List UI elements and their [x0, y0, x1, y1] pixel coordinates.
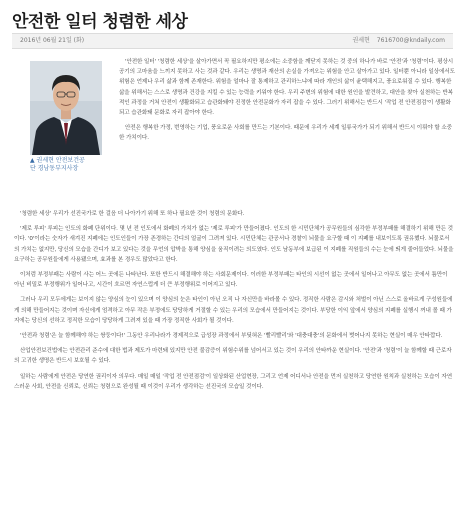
article-body-full [14, 209, 454, 392]
author-photo [30, 61, 102, 155]
photo-caption [30, 157, 114, 173]
caption-line-1: ▲ 권세현 안전보건공 [30, 157, 85, 164]
article-title: 안전한 일터 청렴한 세상 [12, 12, 188, 32]
paragraph: 일하는 사람에게 안전은 당연한 권리이자 의무다. 매일 매일 '작업 전 안전점검'이 일상화된 산업현장, 그리고 언제 어디서나 안전을 먼저 실천하고 당연한 원칙과 실천하는 모습이 자연스러운 사회, 안전을 신뢰로, 신뢰는 청렴으로 완성될 때 이것이 우리가 생각하는 선진국의 모습일 것이다. [14, 373, 452, 390]
paragraph: '안전한 일터' '청렴한 세상'을 살아가면서 꼭 필요하지만 평소에는 소중함을 깨닫지 못하는 것 중의 하나가 바로 '안전'과 '청렴'이다. 평상시 공기의 고마움을 느끼지 못하고 사는 것과 같다. 우리는 생명과 재산의 손실을 가져오는 위험을 안고 살아가고 있다. 일터뿐 아니라 일상에서도 위험은 언제나 우리 삶과 함께 존재한다. 위험을 얼마나 잘 통제하고 관리하느냐에 따라 개인의 삶이 윤택해지고, 풍요로워질 수 있다. 행복한 삶을 위해서는 스스로 생명과 건강을 지킬 수 있는 능력을 키워야 한다. 우리 주변의 위험에 대한 원인을 발견하고, 대안을 찾아 실천하는 반복적인 과정을 거쳐 안전이 생활화되고 습관화돼야 진정한 안전문화가 자리 잡을 수 있다. 그러기 위해서는 반드시 '작업 전 안전점검'이 생활화되고 습관화돼 문화로 자리 잡아야 한다. [119, 59, 455, 117]
article-meta-bar [12, 33, 453, 49]
caption-line-2: 단 경남동부지사장 [30, 165, 79, 172]
paragraph: 안전은 행복한 가정, 번영하는 기업, 풍요로운 사회를 만드는 기본이다. 때문에 우리가 세계 일류국가가 되기 위해서 반드시 이뤄야 할 소중한 가치이다. [119, 125, 452, 142]
article-body-side [119, 57, 455, 144]
paragraph: 그러나 우리 모두에게는 보이지 않는 양심의 눈이 있으며 이 양심의 눈은 타인이 아닌 오직 나 자신만을 바라볼 수 있다. 정직한 사람은 감시와 처벌이 아닌 스스로 올바르게 구성원들에게 의해 만들어지는 것이며 자신에게 엄격하고 아무 작은 부정에도 당당하게 거절할 수 있는 우리의 모습에서 만들어지는 것이다. 부당한 이익 앞에서 양심의 지폐를 실행시 꺼내 볼 때 가지에는 당신의 선하고 정직한 모습이 당당하게 그려져 있을 때 가장 정직한 사회가 될 것이다. [14, 297, 453, 324]
paragraph: 이처럼 부정부패는 사람이 사는 어느 곳에든 나타난다. 또한 반드시 해결해야 하는 사회문제이다. 이러한 부정부패는 타인의 시선이 없는 곳에서 일어나고 아무도 없는 곳에서 틈만이 아닌 비밀로 부정행위가 일어나고, 시간이 흐르면 자연스럽게 더 큰 부정행위로 이어지고 있다. [14, 272, 448, 289]
paragraph: 산업안전보건법에는 안전관리 준수에 대한 법과 제도가 마련돼 있지만 안전 불감증이 위험수위를 넘어서고 있는 것이 우리의 안타까운 현실이다. '안전'과 '청렴'이 늘 함께할 때 근로자의 고귀한 생명은 반드시 보호될 수 있다. [14, 348, 452, 365]
publish-date: 2016년 06월 21일 (화) [20, 37, 85, 44]
portrait-image [30, 61, 102, 155]
paragraph: '제로 루피' 루피는 인도의 화폐 단위이다. 몇 년 전 인도에서 화폐의 가치가 없는 '제로 루피'가 만들어졌다. 인도의 한 시민단체가 공무원들의 심각한 부정부패를 해결하기 위해 만든 것이다. '0'이라는 숫자가 새겨진 지폐에는 인도인들이 가장 존경하는 간디의 얼굴이 그려져 있다. 시민단체는 관공서나 경찰이 뇌물을 요구할 때 이 지폐를 내보이도록 권유했다. 뇌물로서의 가치는 없지만, 당신의 모습을 간디가 보고 있다는 것을 무언의 압박을 통해 양심을 움직이려는 의도였다. 인도 남동부에 보급된 이 지폐를 직원들의 수는 눈에 띄게 줄어들었다. 뇌물을 요구하는 공무원들에게 사용됐으며, 효과를 본 경우도 많았다고 한다. [14, 226, 454, 263]
author-info [347, 34, 445, 48]
author-email[interactable]: 7616700@kndaily.com [376, 37, 445, 44]
paragraph: '안전과 청렴'은 늘 함께해야 하는 쌍둥이다!' 그동안 우리나라가 경제적으로 급성장 과정에서 부딪혀온 '빨리빨리'와 '대충대충'의 문화에서 벗어나지 못하는 현실이 매우 안타깝다. [20, 333, 443, 340]
paragraph: '청렴한 세상' 우리가 선진국가로 한 걸음 더 나아가기 위해 또 하나 필요한 것이 청렴의 문화다. [20, 211, 245, 217]
author-name: 권세현 [352, 37, 370, 44]
